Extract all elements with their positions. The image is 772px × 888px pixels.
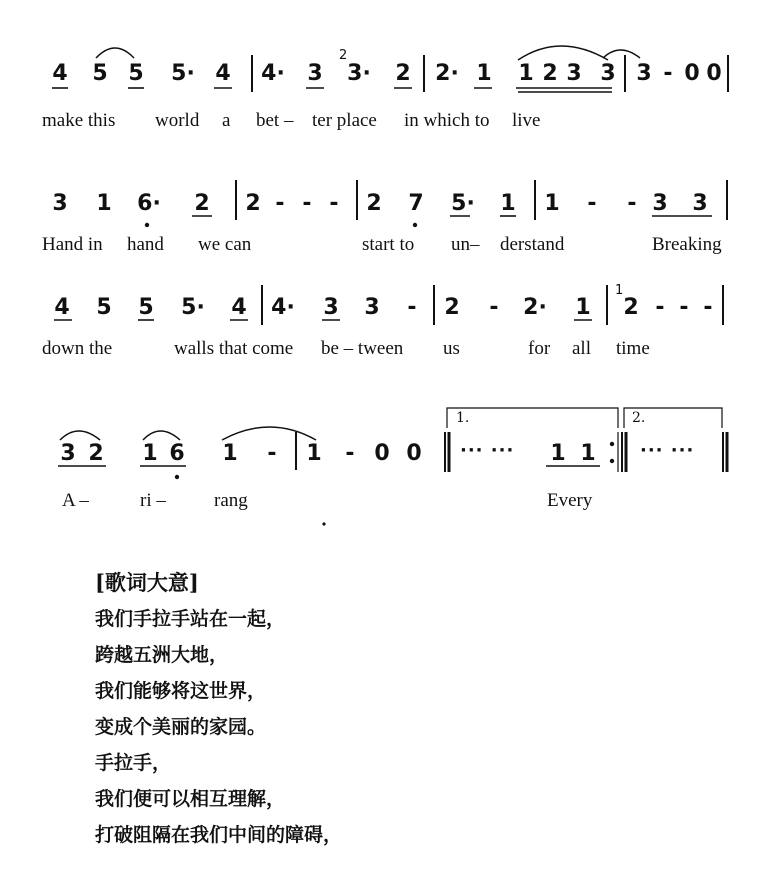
lyric: Every bbox=[547, 490, 593, 511]
note: - bbox=[489, 295, 499, 320]
note: 5 bbox=[128, 61, 144, 86]
note: 4· bbox=[261, 61, 285, 86]
note: 3· bbox=[347, 61, 371, 86]
note: 1 bbox=[518, 61, 534, 86]
note: 0 bbox=[684, 61, 700, 86]
note: - bbox=[703, 295, 713, 320]
note: 2 bbox=[366, 191, 382, 216]
note: 1 bbox=[500, 191, 516, 216]
note: 0 bbox=[374, 441, 390, 466]
note: 2 bbox=[444, 295, 460, 320]
lyric: in which to bbox=[404, 110, 490, 131]
note: - bbox=[267, 441, 277, 466]
note: 6 bbox=[169, 441, 185, 466]
lyric: us bbox=[443, 338, 460, 359]
note: 2 bbox=[395, 61, 411, 86]
lyric: A – bbox=[62, 490, 89, 511]
note: 5· bbox=[451, 191, 475, 216]
note: 2 bbox=[542, 61, 558, 86]
note: 4 bbox=[215, 61, 231, 86]
note: 3 bbox=[52, 191, 68, 216]
note: 1 bbox=[575, 295, 591, 320]
note: 5· bbox=[171, 61, 195, 86]
lyric: rang bbox=[214, 490, 248, 511]
note: 3 bbox=[566, 61, 582, 86]
note: 1 bbox=[222, 441, 238, 466]
lyric: we can bbox=[198, 234, 252, 255]
note: 3 bbox=[364, 295, 380, 320]
note: 2 bbox=[623, 295, 639, 320]
note: - bbox=[679, 295, 689, 320]
volta-1-label: 1. bbox=[456, 410, 470, 426]
lyric: Breaking bbox=[652, 234, 722, 255]
note: - bbox=[407, 295, 417, 320]
note: 3 bbox=[636, 61, 652, 86]
note: 1 bbox=[142, 441, 158, 466]
note: 1 bbox=[550, 441, 566, 466]
note: 4 bbox=[52, 61, 68, 86]
note: 1 bbox=[96, 191, 112, 216]
translation-line: 打破阻隔在我们中间的障碍， bbox=[95, 824, 343, 846]
volta-2-label: 2. bbox=[632, 410, 646, 426]
note: - bbox=[302, 191, 312, 216]
note: - bbox=[655, 295, 665, 320]
grace-note-mark: 1 bbox=[615, 283, 624, 298]
lyric: walls that come bbox=[174, 338, 294, 359]
lyric: derstand bbox=[500, 234, 565, 255]
note: 5 bbox=[138, 295, 154, 320]
lyric: ter place bbox=[312, 110, 377, 131]
translation-heading: [歌词大意] bbox=[95, 570, 199, 595]
lyric: start to bbox=[362, 234, 415, 255]
note: 3 bbox=[307, 61, 323, 86]
note: 4 bbox=[54, 295, 70, 320]
note: 5· bbox=[181, 295, 205, 320]
note: 2 bbox=[194, 191, 210, 216]
note: - bbox=[329, 191, 339, 216]
note: 2· bbox=[435, 61, 459, 86]
note: 4· bbox=[271, 295, 295, 320]
lyric: down the bbox=[42, 338, 113, 359]
note: - bbox=[275, 191, 285, 216]
note: 3 bbox=[652, 191, 668, 216]
note: 1 bbox=[580, 441, 596, 466]
lyric: un– bbox=[451, 234, 480, 255]
lyric: live bbox=[512, 110, 541, 131]
lyric: Hand in bbox=[42, 234, 103, 255]
note: 6· bbox=[137, 191, 161, 216]
lyric: for bbox=[528, 338, 551, 359]
note: - bbox=[345, 441, 355, 466]
note: 0 bbox=[706, 61, 722, 86]
translation-line: 我们手拉手站在一起， bbox=[95, 608, 286, 630]
note: 1 bbox=[476, 61, 492, 86]
ellipsis: ··· ··· bbox=[640, 440, 695, 461]
note: 0 bbox=[406, 441, 422, 466]
lyric: a bbox=[222, 110, 231, 131]
lyric: make this bbox=[42, 110, 116, 131]
note: - bbox=[627, 191, 637, 216]
lyric: all bbox=[572, 338, 591, 359]
note: 3 bbox=[600, 61, 616, 86]
lyric: world bbox=[155, 110, 200, 131]
note: 5 bbox=[92, 61, 108, 86]
note: - bbox=[663, 61, 673, 86]
translation-line: 我们便可以相互理解， bbox=[95, 788, 286, 810]
grace-note-mark: 2 bbox=[339, 48, 348, 63]
note: 2· bbox=[523, 295, 547, 320]
note: - bbox=[587, 191, 597, 216]
lyric: ri – bbox=[140, 490, 166, 511]
lyric: hand bbox=[127, 234, 164, 255]
note: 1 bbox=[306, 441, 322, 466]
lyrics-translation bbox=[95, 565, 495, 853]
note: 2 bbox=[245, 191, 261, 216]
note: 3 bbox=[60, 441, 76, 466]
note: 7 bbox=[408, 191, 424, 216]
note: 3 bbox=[323, 295, 339, 320]
translation-line: 跨越五洲大地， bbox=[95, 644, 229, 666]
note: 2 bbox=[88, 441, 104, 466]
note: 4 bbox=[231, 295, 247, 320]
note: 1 bbox=[544, 191, 560, 216]
translation-line: 变成个美丽的家园。 bbox=[95, 716, 267, 738]
translation-line: 我们能够将这世界， bbox=[95, 680, 267, 702]
lyric: time bbox=[616, 338, 650, 359]
note: 5 bbox=[96, 295, 112, 320]
translation-line: 手拉手， bbox=[95, 752, 172, 774]
note: 3 bbox=[692, 191, 708, 216]
ellipsis: ··· ··· bbox=[460, 440, 515, 461]
lyric: be – tween bbox=[321, 338, 404, 359]
lyric: bet – bbox=[256, 110, 294, 131]
